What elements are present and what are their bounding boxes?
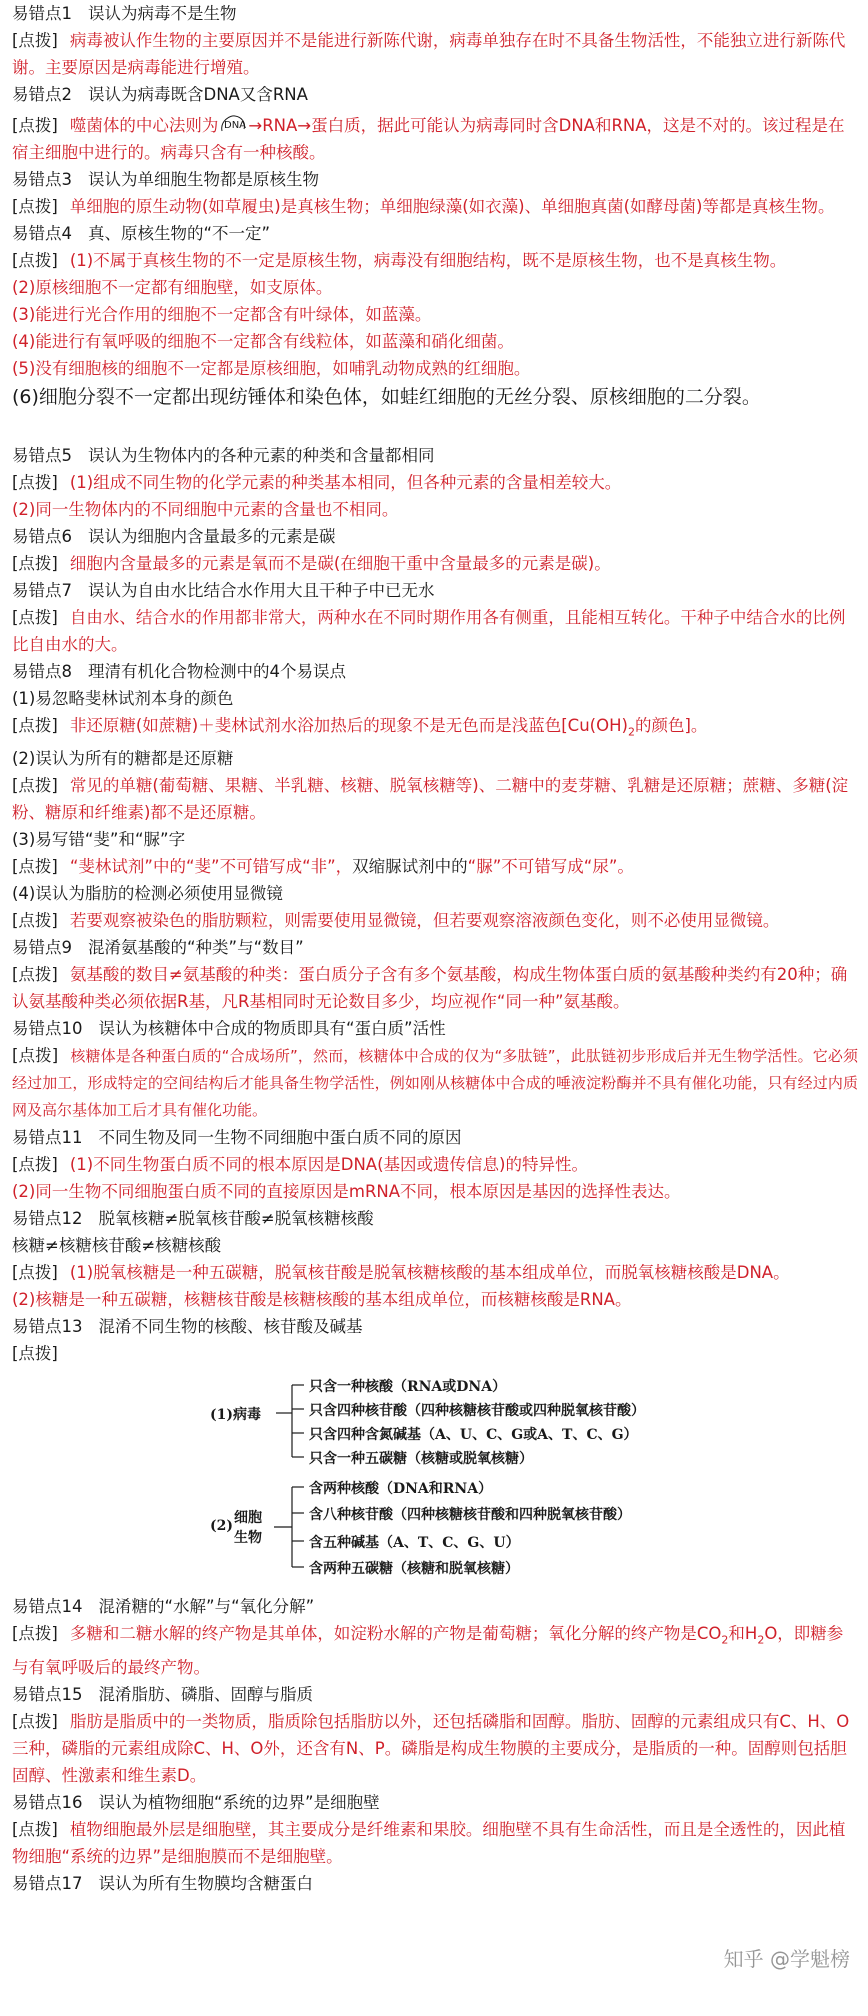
tip-paragraph: [点拨] 若要观察被染色的脂肪颗粒，则需要使用显微镜，但若要观察溶液颜色变化，则不必使用显微镜。 xyxy=(12,911,780,931)
tip-paragraph: [点拨] 多糖和二糖水解的终产物是其单体，如淀粉水解的产物是葡萄糖；氧化分解的终产物是$CO_2$和$H_2O$，即糖参与有氧呼吸后的最终产物。 xyxy=(12,1624,844,1677)
item-heading: 易错点5 误认为生物体内的各种元素的种类和含量都相同 xyxy=(12,446,435,465)
tip-line: (2)原核细胞不一定都有细胞壁，如支原体。 xyxy=(12,278,333,297)
dna-loop-symbol xyxy=(218,113,248,135)
tree-leaf: 含五种碱基（A、T、C、G、U） xyxy=(309,1535,520,1552)
item-heading: 易错点16 误认为植物细胞“系统的边界”是细胞壁 xyxy=(12,1792,380,1812)
tip-paragraph: [点拨] (1)不同生物蛋白质不同的根本原因是DNA(基因或遗传信息)的特异性。 xyxy=(12,1155,588,1175)
tip-line: (2)核糖是一种五碳糖，核糖核苷酸是核糖核酸的基本组成单位，而核糖核酸是RNA。 xyxy=(12,1290,632,1310)
tree-leaf: 只含四种含氮碱基（A、U、C、G或A、T、C、G） xyxy=(309,1427,638,1444)
tree-root-organism: 生物 xyxy=(234,1530,262,1547)
tip-line: (2)同一生物体内的不同细胞中元素的含量也不相同。 xyxy=(12,500,399,519)
item-heading: 易错点14 混淆糖的“水解”与“氧化分解” xyxy=(12,1597,315,1617)
item-heading: 易错点9 混淆氨基酸的“种类”与“数目” xyxy=(12,938,304,958)
item-heading: 易错点12 脱氧核糖≠脱氧核苷酸≠脱氧核糖核酸 xyxy=(12,1209,374,1229)
blank-spacer xyxy=(12,412,858,442)
tip-paragraph: [点拨] 细胞内含量最多的元素是氧而不是碳(在细胞干重中含量最多的元素是碳)。 xyxy=(12,554,611,573)
sub-heading: (3)易写错“斐”和“脲”字 xyxy=(12,830,186,850)
tip-paragraph: [点拨] xyxy=(12,1344,58,1364)
sub-heading: (1)易忽略斐林试剂本身的颜色 xyxy=(12,689,234,708)
tip-paragraph: [点拨] (1)脱氧核糖是一种五碳糖，脱氧核苷酸是脱氧核糖核酸的基本组成单位，而脱氧核糖核酸是DNA。 xyxy=(12,1263,790,1283)
sub-heading: (2)误认为所有的糖都是还原糖 xyxy=(12,749,234,769)
tip-line: (5)没有细胞核的细胞不一定都是原核细胞，如哺乳动物成熟的红细胞。 xyxy=(12,359,531,378)
tree-leaf: 含两种核酸（DNA和RNA） xyxy=(309,1481,493,1498)
tip-line: (3)能进行光合作用的细胞不一定都含有叶绿体，如蓝藻。 xyxy=(12,305,432,324)
item-heading: 易错点17 误认为所有生物膜均含糖蛋白 xyxy=(12,1873,313,1893)
tip-paragraph: [点拨] 氨基酸的数目≠氨基酸的种类：蛋白质分子含有多个氨基酸，构成生物体蛋白质的氨基酸种类约有20种；确认氨基酸种类必须依据R基，凡R基相同时无论数目多少，均应视作“同一种”氨基酸。 xyxy=(12,965,848,1012)
tip-line: (4)能进行有氧呼吸的细胞不一定都含有线粒体，如蓝藻和硝化细菌。 xyxy=(12,332,514,351)
tip-paragraph: [点拨] 单细胞的原生动物(如草履虫)是真核生物；单细胞绿藻(如衣藻)、单细胞真菌(如酵母菌)等都是真核生物。 xyxy=(12,197,835,216)
item-heading: 易错点15 混淆脂肪、磷脂、固醇与脂质 xyxy=(12,1684,313,1704)
tip-paragraph: [点拨] 病毒被认作生物的主要原因并不是能进行新陈代谢，病毒单独存在时不具备生物活性，不能独立进行新陈代谢。主要原因是病毒能进行增殖。 xyxy=(12,31,846,77)
tree-root-virus: (1)病毒 xyxy=(210,1407,261,1424)
tip-line: (2)同一生物不同细胞蛋白质不同的直接原因是mRNA不同，根本原因是基因的选择性表达。 xyxy=(12,1182,681,1202)
tip-paragraph: [点拨] “斐林试剂”中的“斐”不可错写成“非”，双缩脲试剂中的“脲”不可错写成“尿”。 xyxy=(12,857,634,877)
tip-paragraph: [点拨] 非还原糖(如蔗糖)＋斐林试剂水浴加热后的现象不是无色而是浅蓝色[$Cu(OH)_2$的颜色]。 xyxy=(12,716,708,739)
nucleic-acid-tree-diagram xyxy=(12,1371,858,1591)
tree-leaf: 含两种五碳糖（核糖和脱氧核糖） xyxy=(309,1561,519,1578)
item-heading: 易错点8 理清有机化合物检测中的4个易误点 xyxy=(12,662,346,681)
tree-leaf: 只含一种五碳糖（核糖或脱氧核糖） xyxy=(309,1451,533,1468)
tip-paragraph: [点拨] (1)组成不同生物的化学元素的种类基本相同，但各种元素的含量相差较大。 xyxy=(12,473,622,492)
tip-paragraph: [点拨] 植物细胞最外层是细胞壁，其主要成分是纤维素和果胶。细胞壁不具有生命活性，而且是全透性的，因此植物细胞“系统的边界”是细胞膜而不是细胞壁。 xyxy=(12,1819,846,1866)
item-heading: 易错点7 误认为自由水比结合水作用大且干种子中已无水 xyxy=(12,581,435,600)
item-heading: 易错点3 误认为单细胞生物都是原核生物 xyxy=(12,170,319,189)
zhihu-watermark: 知乎 @学魁榜 xyxy=(723,1947,850,1971)
item-heading: 易错点13 混淆不同生物的核酸、核苷酸及碱基 xyxy=(12,1317,363,1337)
item-heading: 易错点1 误认为病毒不是生物 xyxy=(12,4,237,23)
tree-leaf: 含八种核苷酸（四种核糖核苷酸和四种脱氧核苷酸） xyxy=(309,1507,631,1524)
tip-paragraph: [点拨] 脂肪是脂质中的一类物质，脂质除包括脂肪以外，还包括磷脂和固醇。脂肪、固醇的元素组成只有C、H、O三种，磷脂的元素组成除C、H、O外，还含有N、P。磷脂是构成生物膜的主要成分，是脂质的一种。固醇则包括胆固醇、性激素和维生素D。 xyxy=(12,1711,850,1785)
item-heading: 易错点4 真、原核生物的“不一定” xyxy=(12,224,271,243)
sub-heading: (4)误认为脂肪的检测必须使用显微镜 xyxy=(12,884,283,904)
tip-paragraph: [点拨] 自由水、结合水的作用都非常大，两种水在不同时期作用各有侧重，且能相互转化。干种子中结合水的比例比自由水的大。 xyxy=(12,608,846,654)
tree-root-cell: 细胞 xyxy=(234,1510,262,1527)
item-heading: 易错点10 误认为核糖体中合成的物质即具有“蛋白质”活性 xyxy=(12,1019,446,1039)
item-heading: 易错点2 误认为病毒既含DNA又含RNA xyxy=(12,85,308,104)
tip-line: (6)细胞分裂不一定都出现纺锤体和染色体，如蛙红细胞的无丝分裂、原核细胞的二分裂。 xyxy=(12,386,761,408)
tree-root-number: (2) xyxy=(210,1518,233,1535)
item-heading: 易错点6 误认为细胞内含量最多的元素是碳 xyxy=(12,527,336,546)
tip-paragraph: [点拨] (1)不属于真核生物的不一定是原核生物，病毒没有细胞结构，既不是原核生物，也不是真核生物。 xyxy=(12,251,787,270)
tree-leaf: 只含四种核苷酸（四种核糖核苷酸或四种脱氧核苷酸） xyxy=(309,1403,645,1420)
item-heading: 易错点11 不同生物及同一生物不同细胞中蛋白质不同的原因 xyxy=(12,1128,462,1148)
tree-leaf: 只含一种核酸（RNA或DNA） xyxy=(309,1379,507,1396)
tip-paragraph: [点拨] 核糖体是各种蛋白质的“合成场所”，然而，核糖体中合成的仅为“多肽链”，此肽链初步形成后并无生物学活性。它必须经过加工，形成特定的空间结构后才能具备生物学活性，例如刚从核糖体中合成的唾液淀粉酶并不具有催化功能，只有经过内质网及高尔基体加工后才具有催化功能。 xyxy=(12,1046,859,1120)
tip-paragraph: [点拨] 噬菌体的中心法则为 DNA →RNA→蛋白质，据此可能认为病毒同时含DNA和RNA，这是不对的。该过程是在宿主细胞中进行的。病毒只含有一种核酸。 xyxy=(12,112,858,166)
tip-paragraph: [点拨] 常见的单糖(葡萄糖、果糖、半乳糖、核糖、脱氧核糖等)、二糖中的麦芽糖、乳糖是还原糖；蔗糖、多糖(淀粉、糖原和纤维素)都不是还原糖。 xyxy=(12,776,849,823)
sub-heading: 核糖≠核糖核苷酸≠核糖核酸 xyxy=(12,1236,222,1256)
svg-text:DNA: DNA xyxy=(224,120,247,131)
